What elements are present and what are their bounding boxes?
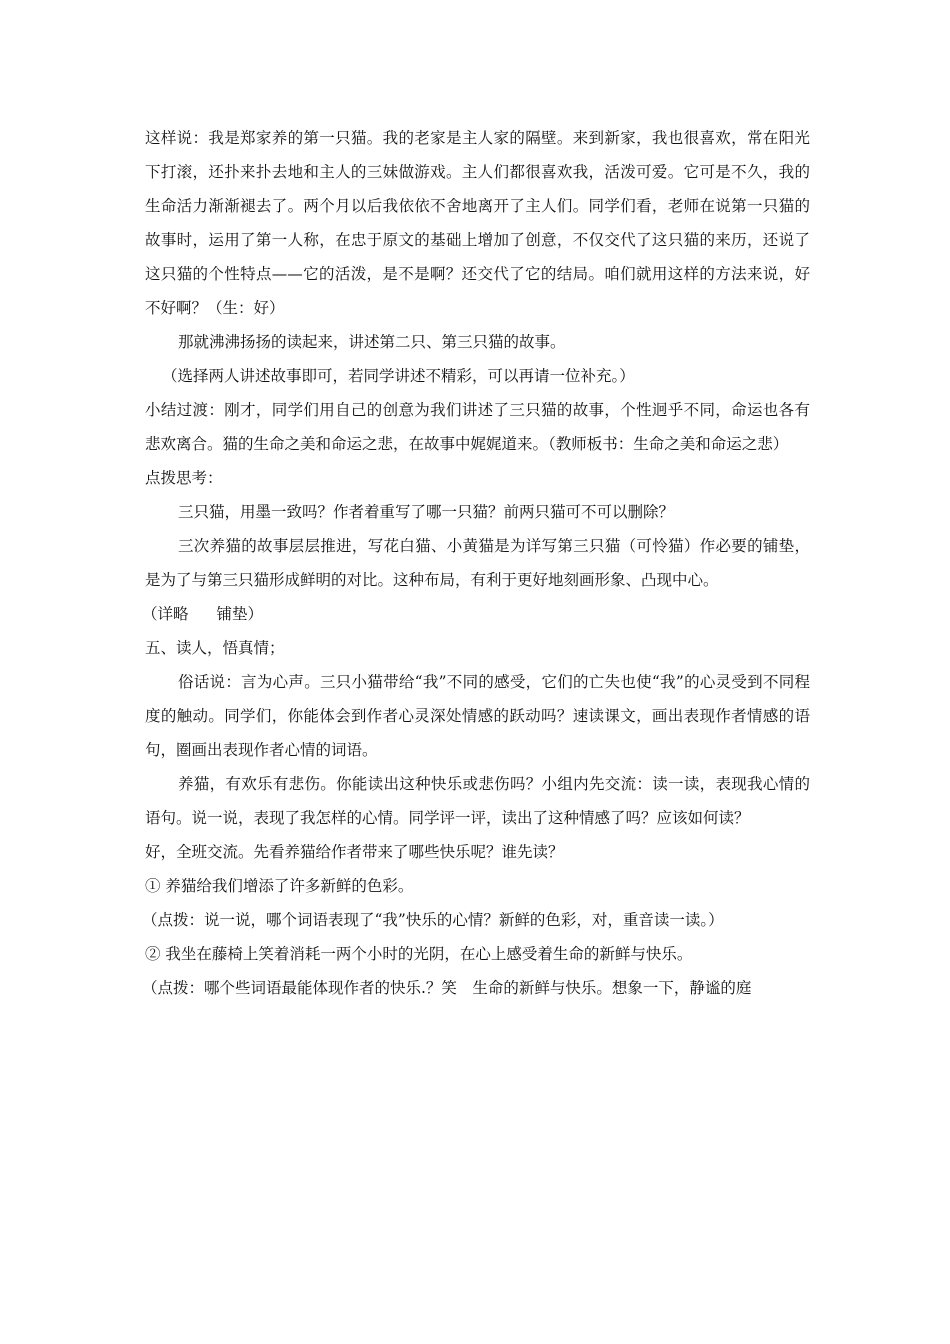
paragraph-board-note — [142, 597, 810, 631]
paragraph-group-exchange: 养猫，有欢乐有悲伤。你能读出这种快乐或悲伤吗？小组内先交流：读一读，表现我心情的语句。说一说，表现了我怎样的心情。同学评一评，读出了这种情感了吗？应该如何读？ — [145, 775, 810, 827]
paragraph-hint-two: （点拨：哪个些词语最能体现作者的快乐.？笑 生命的新鲜与快乐。想象一下，静谧的庭 — [142, 979, 752, 997]
list-item-one: ① 养猫给我们增添了许多新鲜的色彩。 — [145, 877, 414, 895]
paragraph-first-cat-story: 这样说：我是郑家养的第一只猫。我的老家是主人家的隔壁。来到新家，我也很喜欢，常在阳光下打滚，还扑来扑去地和主人的三妹做游戏。主人们都很喜欢我，活泼可爱。它可是不久，我的生命活力渐渐褪去了。两个月以后我依依不舍地离开了主人们。同学们看，老师在说第一只猫的故事时，运用了第一人称，在忠于原文的基础上增加了创意，不仅交代了这只猫的来历，还说了这只猫的个性特点——它的活泼，是不是啊？还交代了它的结局。咱们就用这样的方法来说，好不好啊？（生：好） — [145, 129, 810, 317]
board-note-foreshadow: 铺垫） — [216, 605, 264, 623]
section-heading-five: 五、读人，悟真情； — [145, 639, 285, 657]
paragraph-read-aloud: 那就沸沸扬扬的读起来，讲述第二只、第三只猫的故事。 — [178, 333, 566, 351]
paragraph-structure-analysis: 三次养猫的故事层层推进，写花白猫、小黄猫是为详写第三只猫（可怜猫）作必要的铺垫，是为了与第三只猫形成鲜明的对比。这种布局，有利于更好地刻画形象、凸现中心。 — [145, 537, 810, 589]
list-item-two: ② 我坐在藤椅上笑着消耗一两个小时的光阴，在心上感受着生命的新鲜与快乐。 — [145, 945, 693, 963]
paragraph-summary: 小结过渡：刚才，同学们用自己的创意为我们讲述了三只猫的故事，个性迥乎不同，命运也各有悲欢离合。猫的生命之美和命运之悲，在故事中娓娓道来。（教师板书：生命之美和命运之悲） — [145, 401, 810, 453]
paragraph-emotion-reading: 俗话说：言为心声。三只小猫带给“我”不同的感受，它们的亡失也使“我”的心灵受到不同程度的触动。同学们，你能体会到作者心灵深处情感的跃动吗？速读课文，画出表现作者情感的语句，圈画出表现作者心情的词语。 — [145, 673, 810, 759]
paragraph-hint-one: （点拨：说一说，哪个词语表现了“我”快乐的心情？新鲜的色彩，对，重音读一读。） — [142, 911, 724, 929]
document-body — [142, 121, 810, 1005]
paragraph-guidance-heading: 点拨思考： — [145, 469, 223, 487]
paragraph-question: 三只猫，用墨一致吗？作者着重写了哪一只猫？前两只猫可不可以删除？ — [178, 503, 675, 521]
board-note-detail: （详略 — [142, 605, 189, 623]
paragraph-teacher-note: （选择两人讲述故事即可，若同学讲述不精彩，可以再请一位补充。） — [162, 367, 635, 385]
paragraph-class-exchange: 好，全班交流。先看养猫给作者带来了哪些快乐呢？谁先读？ — [145, 843, 564, 861]
